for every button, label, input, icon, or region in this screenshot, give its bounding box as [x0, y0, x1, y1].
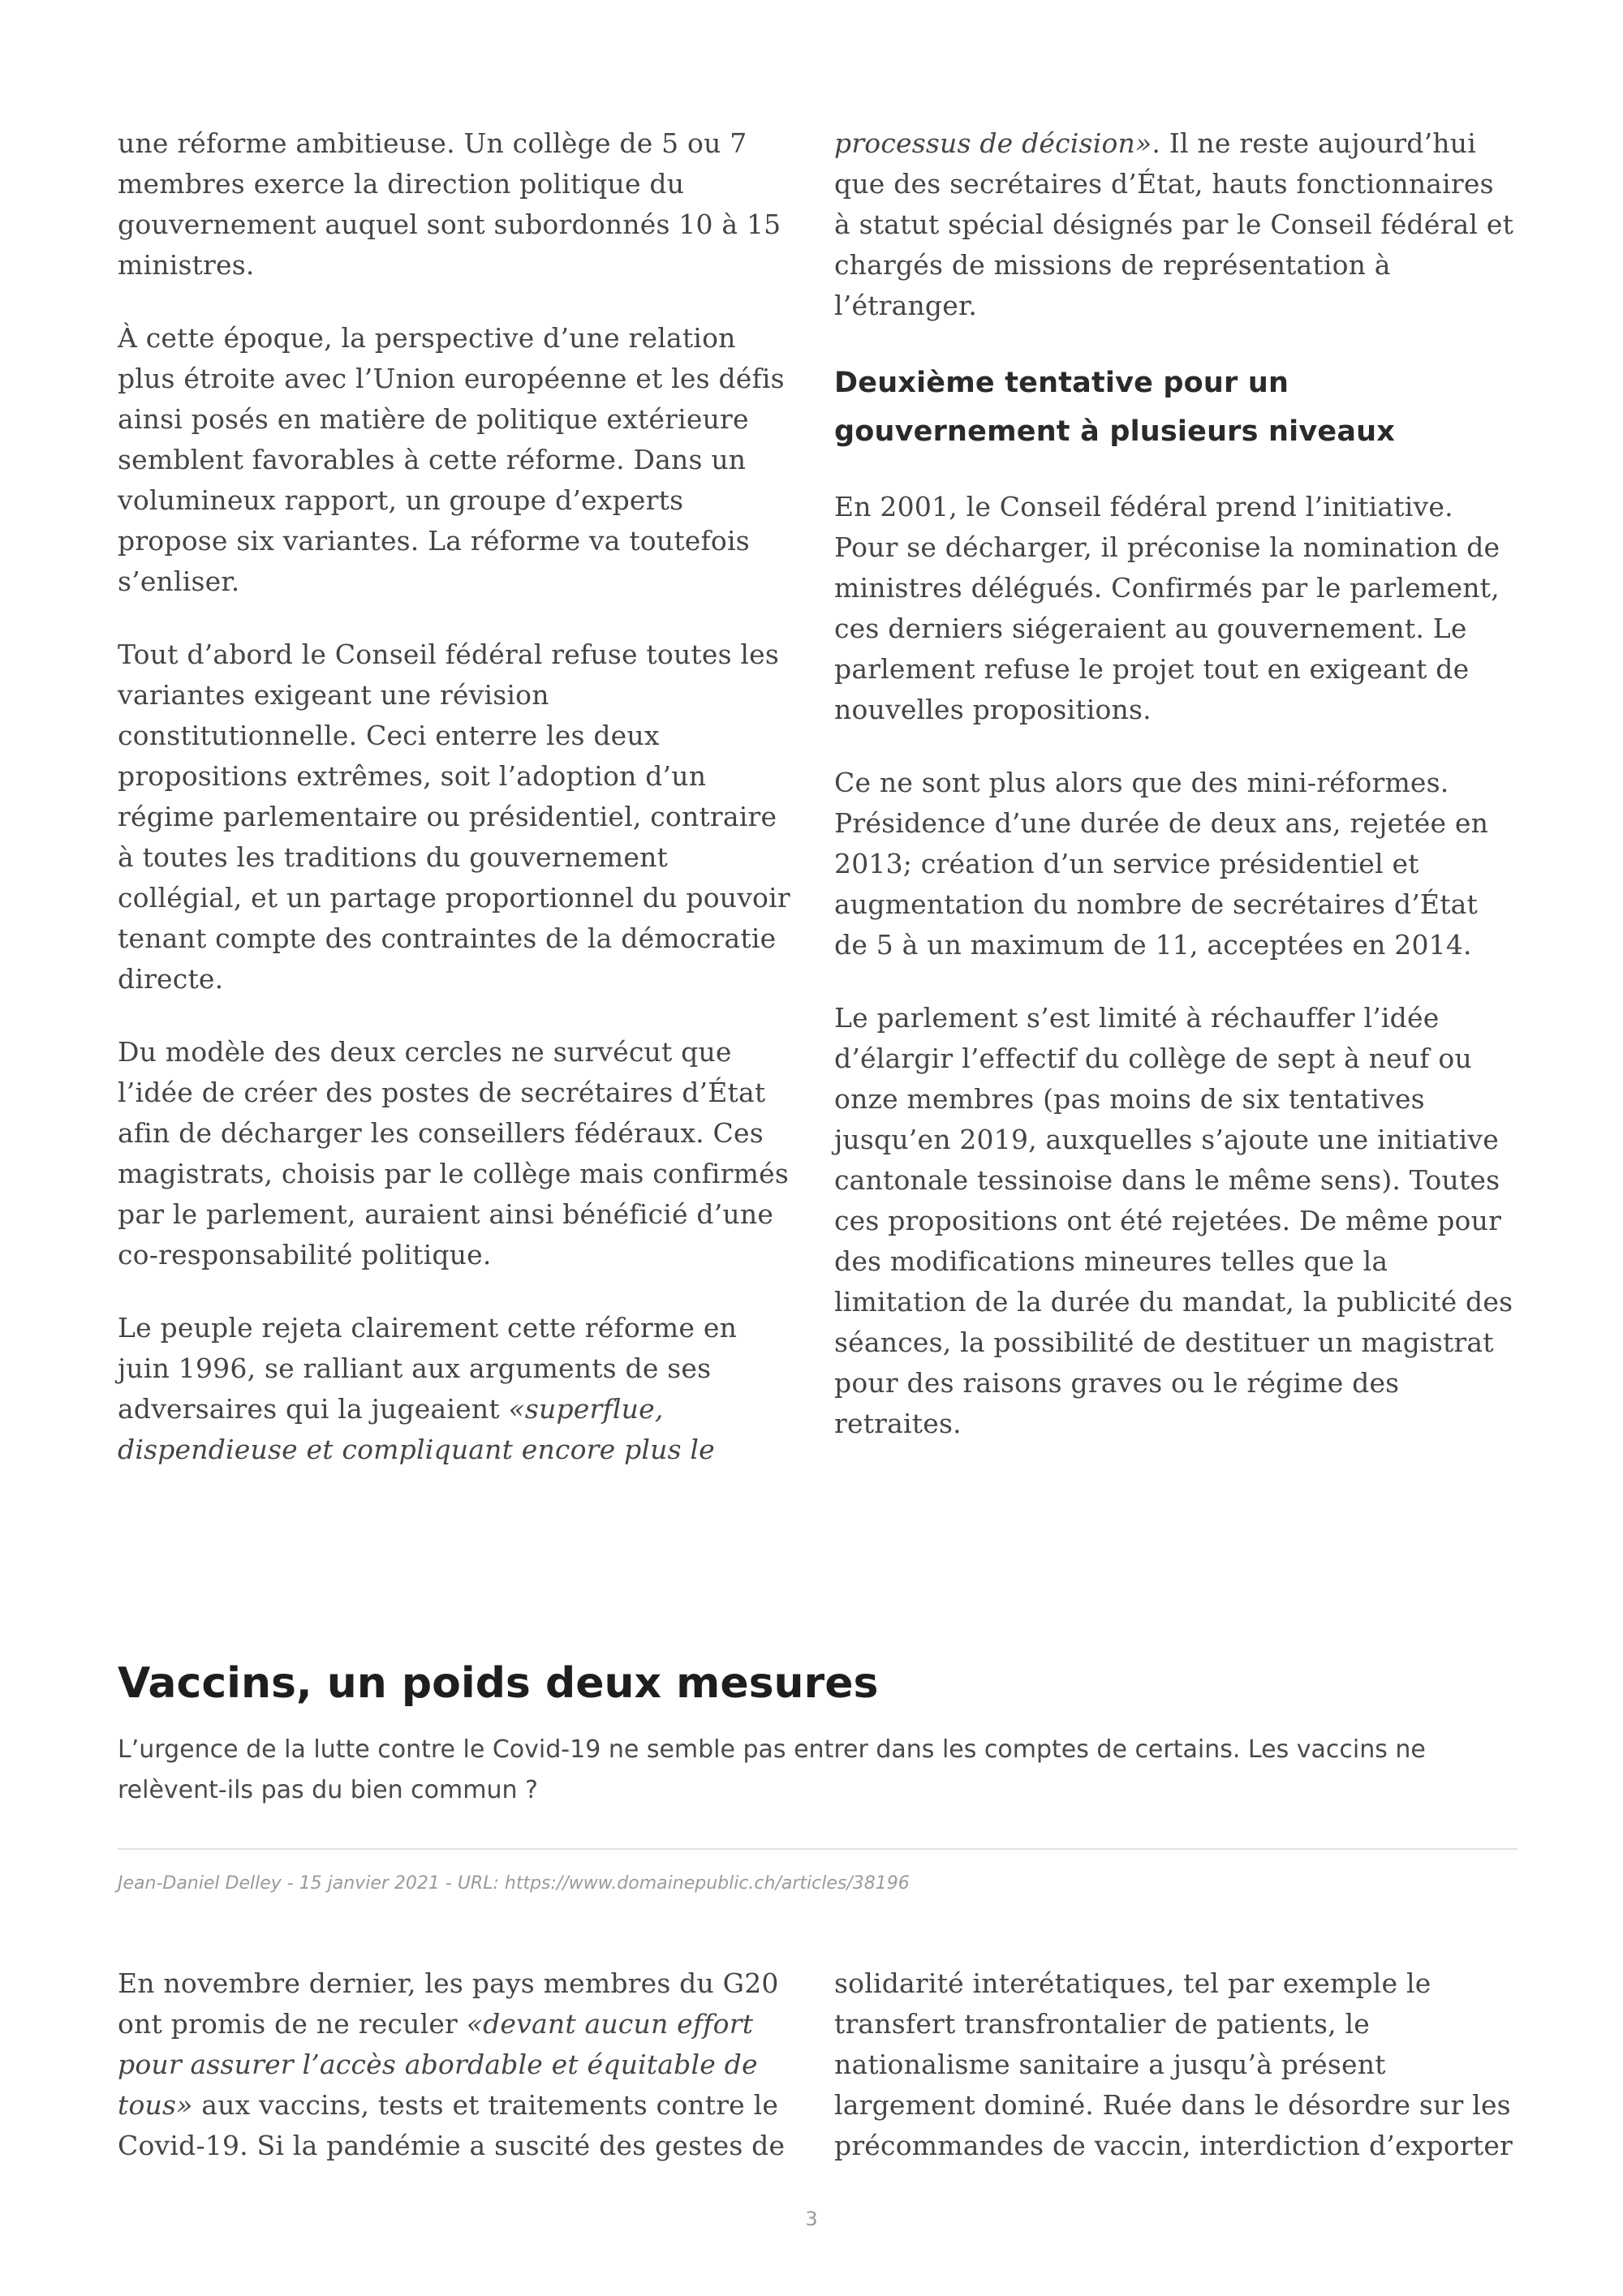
paragraph: [118, 1308, 791, 1470]
right-column-bottom: [834, 1963, 1520, 2166]
article-title: Vaccins, un poids deux mesures: [118, 1659, 879, 1708]
paragraph: solidarité interétatiques, tel par exemple le transfert transfrontalier de patients, le nationalisme sanitaire a jusqu’à présent largement dominé. Ruée dans le désordre sur les précommandes de vaccin, interdiction d’exporter: [834, 1967, 1513, 2161]
quote: «superflue, dispendieuse et compliquant encore plus le: [118, 1393, 715, 1465]
quote: «devant aucun effort pour assurer l’accès abordable et équitable de tous»: [118, 2008, 758, 2121]
right-column-top: [834, 123, 1516, 1444]
left-column-top: [118, 123, 791, 1470]
article-lead: L’urgence de la lutte contre le Covid-19 ne semble pas entrer dans les comptes de certains. Les vaccins ne relèvent-ils pas du bien commun ?: [118, 1735, 1426, 1804]
paragraph-text: Le peuple rejeta clairement cette réforme en juin 1996, se ralliant aux arguments de ses adversaires qui la jugeaient: [118, 1312, 738, 1425]
divider: [118, 1848, 1518, 1850]
section-subheading: Deuxième tentative pour un gouvernement à plusieurs niveaux: [834, 367, 1396, 448]
paragraph: [118, 1963, 791, 2166]
article-meta: Jean-Daniel Delley - 15 janvier 2021 - URL: https://www.domainepublic.ch/articles/38196: [118, 1873, 910, 1894]
paragraph: une réforme ambitieuse. Un collège de 5 ou 7 membres exerce la direction politique du gouvernement auquel sont subordonnés 10 à 15 ministres.: [118, 127, 781, 281]
paragraph: Du modèle des deux cercles ne survécut que l’idée de créer des postes de secrétaires d’État afin de décharger les conseillers fédéraux. Ces magistrats, choisis par le collège mais confirmés par le parlement, auraient ainsi bénéficié d’une co-responsabilité politique.: [118, 1036, 789, 1271]
left-column-bottom: [118, 1963, 791, 2166]
paragraph: En 2001, le Conseil fédéral prend l’initiative. Pour se décharger, il préconise la nomination de ministres délégués. Confirmés par le parlement, ces derniers siégeraient au gouvernement. Le parlement refuse le projet tout en exigeant de nouvelles propositions.: [834, 491, 1500, 725]
quote: processus de décision»: [834, 127, 1152, 159]
paragraph-text: En novembre dernier, les pays membres du G20 ont promis de ne reculer: [118, 1967, 779, 2040]
paragraph: Le parlement s’est limité à réchauffer l’idée d’élargir l’effectif du collège de sept à neuf ou onze membres (pas moins de six tentatives jusqu’en 2019, auxquelles s’ajoute une initiative cantonale tessinoise dans le même sens). Toutes ces propositions ont été rejetées. De même pour des modifications mineures telles que la limitation de la durée du mandat, la publicité des séances, la possibilité de destituer un magistrat pour des raisons graves ou le régime des retraites.: [834, 1002, 1513, 1439]
paragraph: Tout d’abord le Conseil fédéral refuse toutes les variantes exigeant une révision constitutionnelle. Ceci enterre les deux propositions extrêmes, soit l’adoption d’un régime parlementaire ou présidentiel, contraire à toutes les traditions du gouvernement collégial, et un partage proportionnel du pouvoir tenant compte des contraintes de la démocratie directe.: [118, 638, 790, 995]
paragraph-text: aux vaccins, tests et traitements contre le Covid-19. Si la pandémie a suscité des gestes de: [118, 2089, 786, 2161]
page-number: 3: [805, 2208, 818, 2230]
paragraph: Ce ne sont plus alors que des mini-réformes. Présidence d’une durée de deux ans, rejetée en 2013; création d’un service présidentiel et augmentation du nombre de secrétaires d’État de 5 à un maximum de 11, acceptées en 2014.: [834, 767, 1489, 961]
paragraph: [834, 123, 1516, 326]
paragraph-text: . Il ne reste aujourd’hui que des secrétaires d’État, hauts fonctionnaires à statut spécial désignés par le Conseil fédéral et chargés de missions de représentation à l’étranger.: [834, 127, 1514, 321]
paragraph: À cette époque, la perspective d’une relation plus étroite avec l’Union européenne et les défis ainsi posés en matière de politique extérieure semblent favorables à cette réforme. Dans un volumineux rapport, un groupe d’experts propose six variantes. La réforme va toutefois s’enliser.: [118, 322, 785, 597]
